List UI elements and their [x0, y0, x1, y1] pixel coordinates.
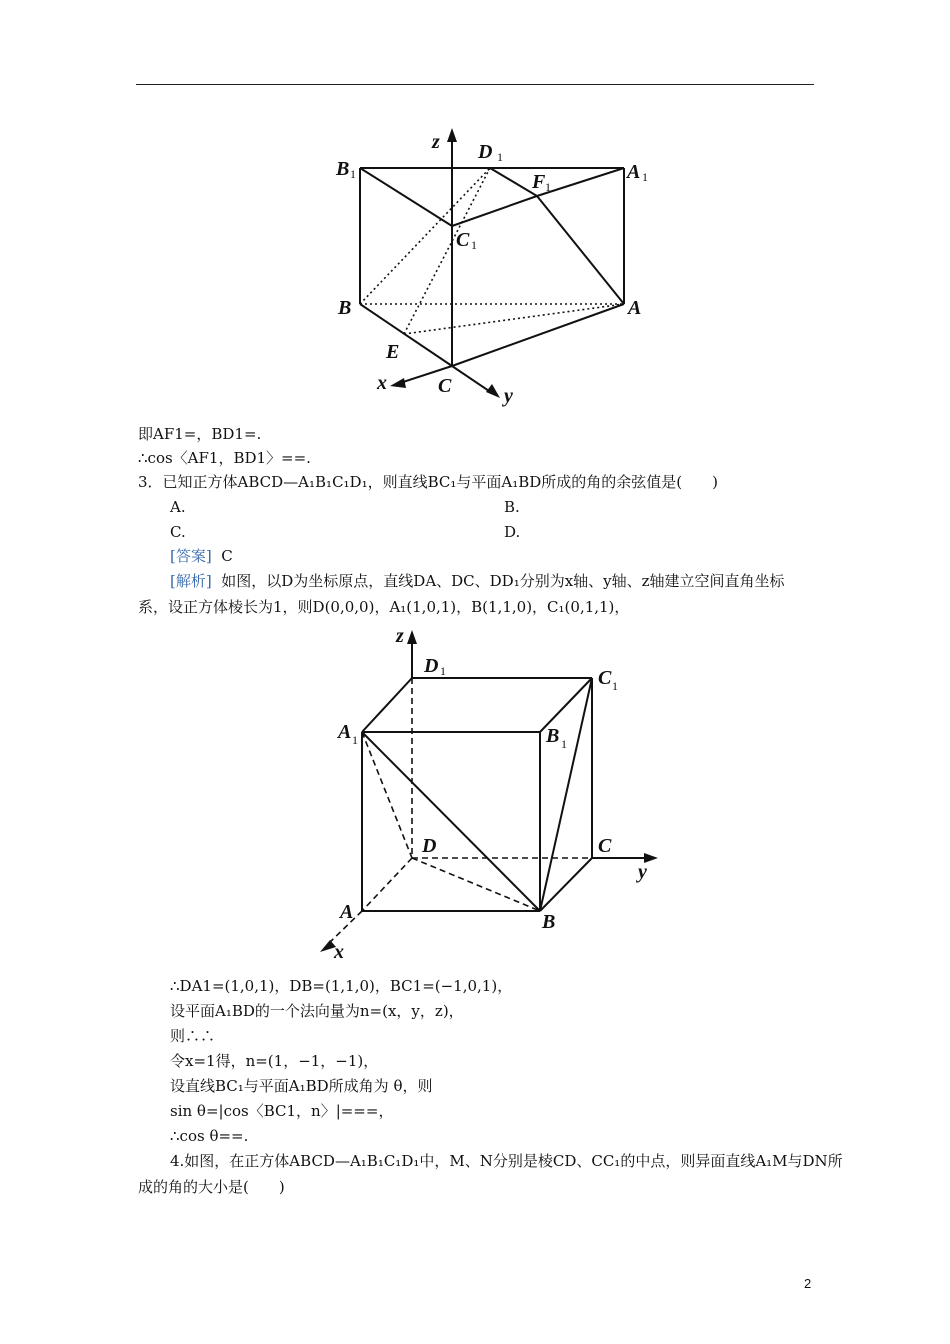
figure-prism — [0, 120, 950, 415]
label-x: x — [377, 372, 387, 394]
text-line-2: ∴cos〈AF1，BD1〉==. — [138, 449, 311, 467]
solution-line-4: 令x=1得，n=(1，−1，−1)， — [170, 1052, 379, 1070]
label-A1-sub: 1 — [352, 733, 358, 747]
label-B1: B — [546, 725, 560, 747]
label-y: y — [638, 861, 647, 883]
label-B: B — [542, 911, 556, 933]
solution-line-6: sin θ=|cos〈BC1，n〉|===， — [170, 1102, 394, 1120]
label-A1: A — [338, 721, 352, 743]
question-4-line-1: 4.如图，在正方体ABCD—A₁B₁C₁D₁中，M、N分别是棱CD、CC₁的中点，则异面直线A₁M与DN所 — [170, 1152, 843, 1170]
solution-line-7: ∴cos θ==. — [170, 1127, 249, 1145]
label-A: A — [340, 901, 354, 923]
label-F1: F — [532, 171, 546, 193]
label-B: B — [338, 297, 352, 319]
label-D: D — [422, 835, 437, 857]
label-z: z — [396, 626, 404, 647]
label-C1: C — [456, 229, 470, 251]
label-D1-sub: 1 — [440, 664, 446, 678]
answer-value: C — [221, 547, 233, 565]
text-line-1: 即AF1=，BD1=. — [138, 425, 262, 443]
option-b: B. — [504, 498, 520, 516]
option-c: C. — [170, 523, 186, 541]
label-z: z — [432, 131, 440, 153]
label-C: C — [438, 375, 452, 397]
solution-line-1: ∴DA1=(1,0,1)，DB=(1,1,0)，BC1=(−1,0,1)， — [170, 977, 513, 995]
label-A: A — [628, 297, 642, 319]
label-y: y — [504, 385, 513, 407]
analysis-tag: [解析] — [170, 572, 212, 590]
label-x: x — [334, 941, 344, 963]
label-A1-sub: 1 — [642, 170, 648, 184]
label-C1: C — [598, 667, 612, 689]
label-D1: D — [424, 655, 439, 677]
label-E: E — [386, 341, 400, 363]
label-B1-sub: 1 — [350, 167, 356, 181]
solution-line-2: 设平面A₁BD的一个法向量为n=(x，y，z)， — [170, 1002, 464, 1020]
option-a: A. — [170, 498, 186, 516]
solution-line-5: 设直线BC₁与平面A₁BD所成角为 θ，则 — [170, 1077, 433, 1095]
answer-line — [170, 546, 233, 566]
question-4-line-2: 成的角的大小是( ) — [138, 1178, 285, 1196]
label-C: C — [598, 835, 612, 857]
label-C1-sub: 1 — [612, 679, 618, 693]
analysis-line-1 — [170, 571, 785, 591]
figure-cube — [0, 626, 950, 966]
analysis-text-1: 如图，以D为坐标原点，直线DA、DC、DD₁分别为x轴、y轴、z轴建立空间直角坐标 — [221, 572, 785, 590]
question-3: 3．已知正方体ABCD—A₁B₁C₁D₁，则直线BC₁与平面A₁BD所成的角的余弦值是( ) — [138, 473, 718, 491]
label-D1-sub: 1 — [497, 150, 503, 164]
label-D1: D — [478, 141, 493, 163]
label-F1-sub: 1 — [545, 180, 551, 194]
page-number: 2 — [804, 1276, 812, 1291]
analysis-line-2: 系，设正方体棱长为1，则D(0,0,0)，A₁(1,0,1)，B(1,1,0)，C₁(0,1,1)， — [138, 598, 630, 616]
answer-tag: [答案] — [170, 547, 212, 565]
label-B1-sub: 1 — [561, 737, 567, 751]
label-A1: A — [627, 161, 641, 183]
label-B1: B — [336, 158, 350, 180]
label-C1-sub: 1 — [471, 238, 477, 252]
option-d: D. — [504, 523, 521, 541]
solution-line-3: 则∴∴ — [170, 1027, 216, 1045]
header-rule — [136, 84, 814, 85]
